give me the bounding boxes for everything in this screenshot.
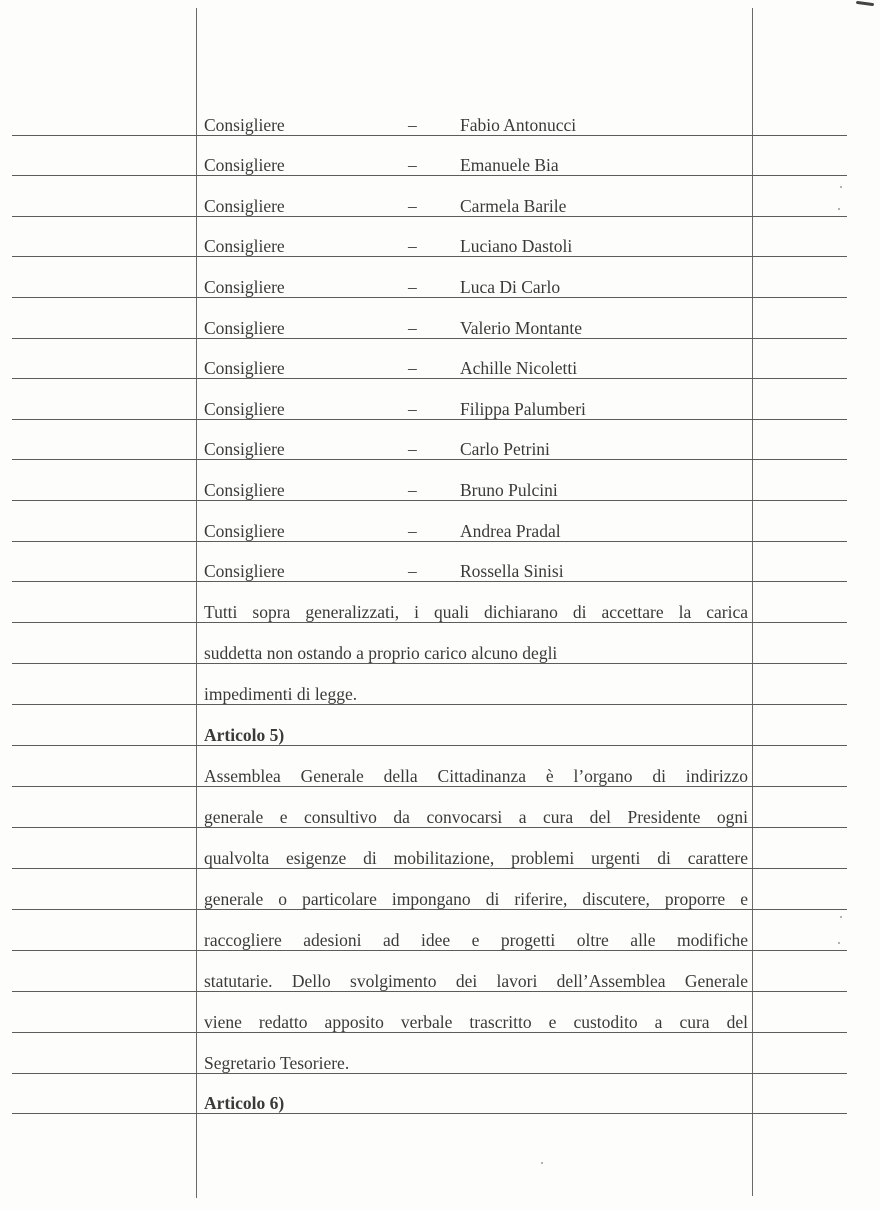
article-5-heading-row bbox=[0, 706, 880, 746]
member-row bbox=[0, 299, 880, 339]
member-row bbox=[0, 339, 880, 379]
member-row bbox=[0, 258, 880, 298]
member-dash: – bbox=[408, 399, 417, 419]
article-5-line bbox=[0, 788, 880, 828]
article-5-text: Assemblea Generale della Cittadinanza è l’organo di indirizzo bbox=[204, 766, 748, 786]
member-role: Consigliere bbox=[204, 358, 285, 378]
article-5-text: viene redatto apposito verbale trascritto e custodito a cura del bbox=[204, 1012, 748, 1032]
member-name: Luca Di Carlo bbox=[460, 277, 561, 297]
member-name: Rossella Sinisi bbox=[460, 561, 564, 581]
scan-mark bbox=[856, 1, 874, 6]
member-role: Consigliere bbox=[204, 521, 285, 541]
article-5-text: generale e consultivo da convocarsi a cura del Presidente ogni bbox=[204, 807, 748, 827]
member-dash: – bbox=[408, 236, 417, 256]
member-dash: – bbox=[408, 277, 417, 297]
member-row bbox=[0, 502, 880, 542]
member-dash: – bbox=[408, 561, 417, 581]
article-5-text: generale o particolare impongano di riferire, discutere, proporre e bbox=[204, 889, 748, 909]
declaration-text: impedimenti di legge. bbox=[204, 684, 358, 704]
member-name: Achille Nicoletti bbox=[460, 358, 578, 378]
member-role: Consigliere bbox=[204, 115, 285, 135]
article-6-heading-row bbox=[0, 1074, 880, 1114]
member-dash: – bbox=[408, 196, 417, 216]
member-row bbox=[0, 177, 880, 217]
member-dash: – bbox=[408, 521, 417, 541]
member-role: Consigliere bbox=[204, 318, 285, 338]
article-5-heading: Articolo 5) bbox=[204, 725, 285, 745]
member-role: Consigliere bbox=[204, 236, 285, 256]
declaration-line bbox=[0, 583, 880, 623]
declaration-text: suddetta non ostando a proprio carico alcuno degli bbox=[204, 643, 558, 663]
article-5-line bbox=[0, 829, 880, 869]
article-5-line bbox=[0, 870, 880, 910]
member-name: Fabio Antonucci bbox=[460, 115, 577, 135]
member-dash: – bbox=[408, 318, 417, 338]
article-5-line bbox=[0, 911, 880, 951]
member-name: Valerio Montante bbox=[460, 318, 582, 338]
member-role: Consigliere bbox=[204, 439, 285, 459]
member-name: Filippa Palumberi bbox=[460, 399, 586, 419]
article-5-line bbox=[0, 1034, 880, 1074]
member-row bbox=[0, 96, 880, 136]
member-dash: – bbox=[408, 155, 417, 175]
article-5-text: qualvolta esigenze di mobilitazione, problemi urgenti di carattere bbox=[204, 848, 748, 868]
article-5-text: Segretario Tesoriere. bbox=[204, 1053, 350, 1073]
member-name: Luciano Dastoli bbox=[460, 236, 573, 256]
member-role: Consigliere bbox=[204, 399, 285, 419]
member-row bbox=[0, 420, 880, 460]
member-row bbox=[0, 217, 880, 257]
article-5-line bbox=[0, 993, 880, 1033]
article-5-text: statutarie. Dello svolgimento dei lavori dell’Assemblea Generale bbox=[204, 971, 748, 991]
article-5-text: raccogliere adesioni ad idee e progetti oltre alle modifiche bbox=[204, 930, 748, 950]
declaration-line bbox=[0, 624, 880, 664]
member-role: Consigliere bbox=[204, 277, 285, 297]
member-role: Consigliere bbox=[204, 196, 285, 216]
scan-speck bbox=[541, 1162, 543, 1164]
member-name: Andrea Pradal bbox=[460, 521, 561, 541]
member-row bbox=[0, 136, 880, 176]
member-dash: – bbox=[408, 115, 417, 135]
member-dash: – bbox=[408, 358, 417, 378]
member-role: Consigliere bbox=[204, 155, 285, 175]
declaration-text: Tutti sopra generalizzati, i quali dichiarano di accettare la carica bbox=[204, 602, 748, 622]
member-role: Consigliere bbox=[204, 561, 285, 581]
article-5-line bbox=[0, 952, 880, 992]
member-row bbox=[0, 461, 880, 501]
article-5-line bbox=[0, 747, 880, 787]
article-6-heading: Articolo 6) bbox=[204, 1093, 285, 1113]
member-name: Bruno Pulcini bbox=[460, 480, 558, 500]
member-dash: – bbox=[408, 480, 417, 500]
member-name: Carlo Petrini bbox=[460, 439, 550, 459]
member-row bbox=[0, 380, 880, 420]
member-name: Emanuele Bia bbox=[460, 155, 559, 175]
member-dash: – bbox=[408, 439, 417, 459]
member-row bbox=[0, 542, 880, 582]
declaration-line bbox=[0, 665, 880, 705]
member-role: Consigliere bbox=[204, 480, 285, 500]
member-name: Carmela Barile bbox=[460, 196, 567, 216]
